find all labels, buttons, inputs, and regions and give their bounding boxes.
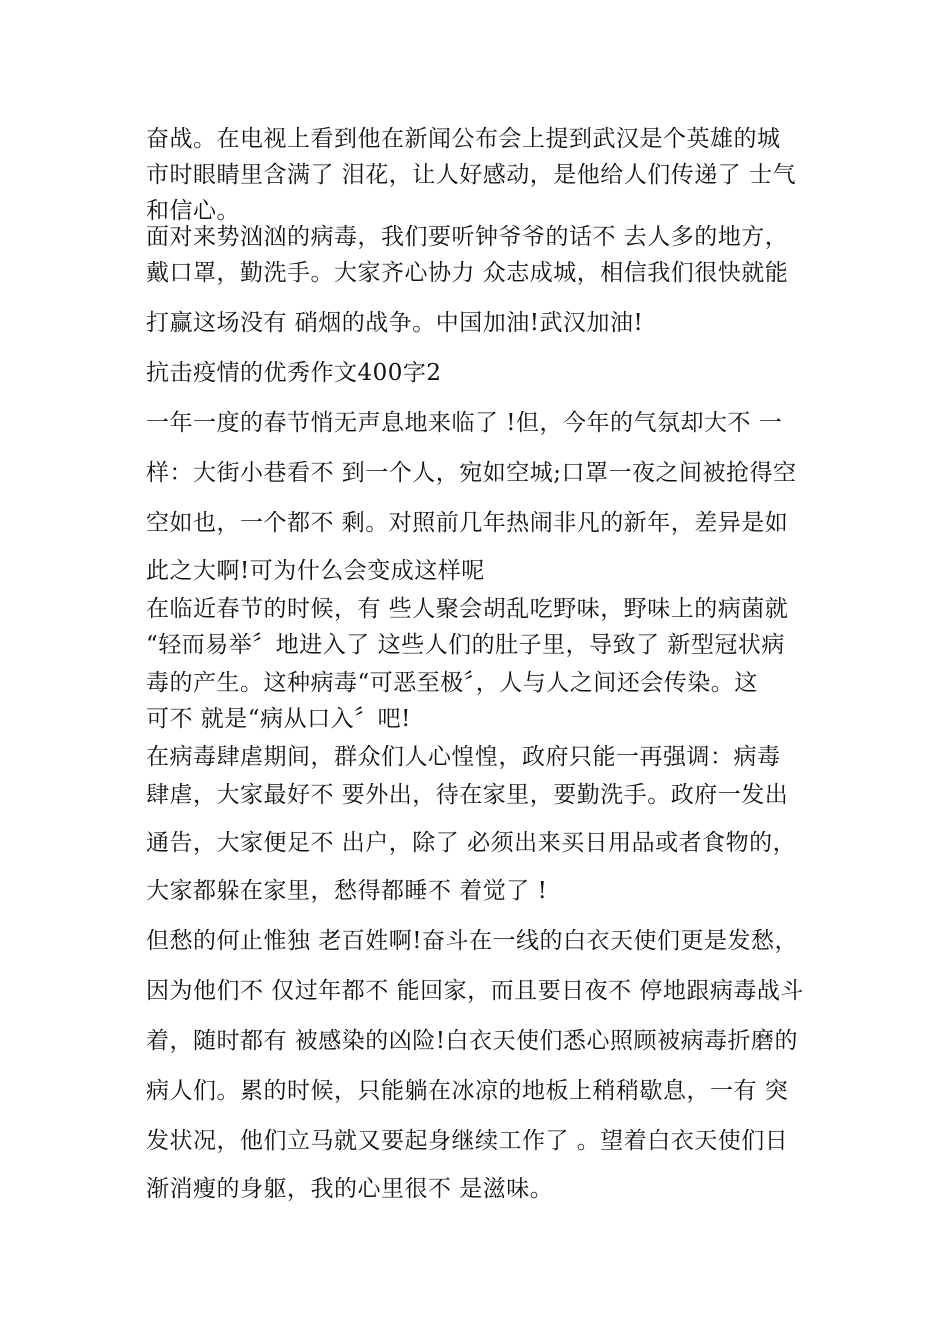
text-line: 在病毒肆虐期间，群众们人心惶惶，政府只能一再强调：病毒 (146, 744, 781, 770)
text-line: 奋战。在电视上看到他在新闻公布会上提到武汉是个英雄的城 (146, 126, 781, 152)
text-line: 此之大啊!可为什么会变成这样呢 (146, 558, 485, 584)
text-line: 一年一度的春节悄无声息地来临了 !但，今年的气氛却大不 一 (146, 410, 783, 436)
text-line: 样：大街小巷看不 到一个人，宛如空城;口罩一夜之间被抢得空 (146, 460, 797, 486)
text-line: 戴口罩，勤洗手。大家齐心协力 众志成城，相信我们很快就能 (146, 260, 789, 286)
text-line: 和信心。 (146, 198, 240, 224)
text-line: 因为他们不 仅过年都不 能回家，而且要日夜不 停地跟病毒战斗 (146, 978, 804, 1004)
section-heading: 抗击疫情的优秀作文400字2 (146, 360, 442, 386)
text-line: 通告，大家便足不 出户，除了 必须出来买日用品或者食物的， (146, 830, 797, 856)
text-line: 大家都躲在家里，愁得都睡不 着觉了 ! (146, 878, 548, 904)
text-line: 面对来势汹汹的病毒，我们要听钟爷爷的话不 去人多的地方， (146, 224, 789, 250)
text-line: 病人们。累的时候，只能躺在冰凉的地板上稍稍歇息，一有 突 (146, 1078, 789, 1104)
text-line: 着，随时都有 被感染的凶险!白衣天使们悉心照顾被病毒折磨的 (146, 1028, 799, 1054)
text-line: 可不 就是“病从口入〞吧! (146, 706, 411, 732)
text-line: 空如也，一个都不 剩。对照前几年热闹非凡的新年，差异是如 (146, 510, 789, 536)
text-line: 市时眼睛里含满了 泪花，让人好感动，是他给人们传递了 士气 (146, 162, 797, 188)
text-line: 但愁的何止惟独 老百姓啊!奋斗在一线的白衣天使们更是发愁， (146, 928, 799, 954)
text-line: 发状况，他们立马就又要起身继续工作了 。望着白衣天使们日 (146, 1128, 789, 1154)
text-line: 肆虐，大家最好不 要外出，待在家里，要勤洗手。政府一发出 (146, 782, 789, 808)
text-line: 毒的产生。这种病毒“可恶至极〞，人与人之间还会传染。这 (146, 670, 758, 696)
text-line: 打赢这场没有 硝烟的战争。中国加油!武汉加油! (146, 310, 644, 336)
text-line: 渐消瘦的身躯，我的心里很不 是滋味。 (146, 1176, 554, 1202)
text-line: 在临近春节的时候，有 些人聚会胡乱吃野味，野味上的病菌就 (146, 596, 789, 622)
text-line: “轻而易举〞地进入了 这些人们的肚子里，导致了 新型冠状病 (146, 632, 785, 658)
